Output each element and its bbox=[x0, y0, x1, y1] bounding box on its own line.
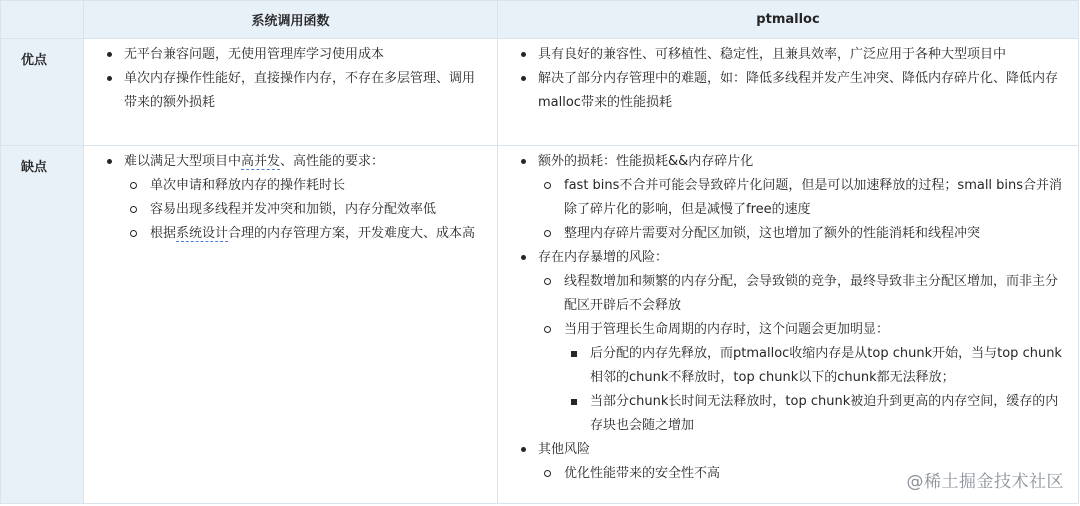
list-item bbox=[104, 150, 485, 246]
dashed-underline-term[interactable]: 系统设计 bbox=[176, 226, 229, 241]
sublist-item bbox=[128, 222, 485, 246]
sublist bbox=[128, 174, 485, 246]
sublist bbox=[542, 270, 1066, 438]
sublist-item: 线程数增加和频繁的内存分配，会导致锁的竞争，最终导致非主分配区增加，而非主分配区开辟后不会释放 bbox=[542, 270, 1066, 318]
list-item-text: 额外的损耗：性能损耗&&内存碎片化 bbox=[538, 154, 754, 169]
list-pros-ptmalloc bbox=[518, 43, 1066, 115]
list-item bbox=[518, 246, 1066, 438]
list-item: 具有良好的兼容性、可移植性、稳定性，且兼具效率，广泛应用于各种大型项目中 bbox=[518, 43, 1066, 67]
sublist-item: fast bins不合并可能会导致碎片化问题，但是可以加速释放的过程；small bins合并消除了碎片化的影响，但是减慢了free的速度 bbox=[542, 174, 1066, 222]
list-pros-syscall bbox=[104, 43, 485, 115]
subsublist-item: 后分配的内存先释放，而ptmalloc收缩内存是从top chunk开始，当与top chunk相邻的chunk不释放时，top chunk以下的chunk都无法释放； bbox=[568, 342, 1066, 390]
header-ptmalloc: ptmalloc bbox=[498, 1, 1079, 39]
header-syscall: 系统调用函数 bbox=[84, 1, 498, 39]
list-item: 单次内存操作性能好，直接操作内存，不存在多层管理、调用带来的额外损耗 bbox=[104, 67, 485, 115]
list-item-text: 当用于管理长生命周期的内存时，这个问题会更加明显： bbox=[564, 322, 890, 337]
sublist bbox=[542, 174, 1066, 246]
table-row-cons bbox=[1, 146, 1079, 504]
sublist-item: 优化性能带来的安全性不高 bbox=[542, 462, 1066, 486]
table-header-row bbox=[1, 1, 1079, 39]
subsublist bbox=[568, 342, 1066, 438]
row-label-pros: 优点 bbox=[1, 39, 84, 146]
list-cons-syscall bbox=[104, 150, 485, 246]
sublist-item bbox=[542, 318, 1066, 438]
watermark: @稀土掘金技术社区 bbox=[906, 472, 1064, 492]
cell-pros-ptmalloc bbox=[498, 39, 1079, 146]
table-row-pros bbox=[1, 39, 1079, 146]
row-label-cons: 缺点 bbox=[1, 146, 84, 504]
cell-cons-ptmalloc bbox=[498, 146, 1079, 504]
sublist-item: 容易出现多线程并发冲突和加锁，内存分配效率低 bbox=[128, 198, 485, 222]
list-cons-ptmalloc bbox=[518, 150, 1066, 486]
dashed-underline-term[interactable]: 高并发 bbox=[241, 154, 281, 169]
header-corner bbox=[1, 1, 84, 39]
list-item-text: 难以满足大型项目中 bbox=[124, 154, 242, 169]
sublist-item: 单次申请和释放内存的操作耗时长 bbox=[128, 174, 485, 198]
cell-pros-syscall bbox=[84, 39, 498, 146]
list-item-text: 合理的内存管理方案，开发难度大、成本高 bbox=[228, 226, 476, 241]
list-item-text: 根据 bbox=[150, 226, 177, 241]
cell-cons-syscall bbox=[84, 146, 498, 504]
subsublist-item: 当部分chunk长时间无法释放时，top chunk被迫升到更高的内存空间，缓存的内存块也会随之增加 bbox=[568, 390, 1066, 438]
list-item-text: 、高性能的要求： bbox=[280, 154, 385, 169]
list-item-text: 存在内存暴增的风险： bbox=[538, 250, 669, 265]
list-item bbox=[518, 150, 1066, 246]
sublist-item: 整理内存碎片需要对分配区加锁，这也增加了额外的性能消耗和线程冲突 bbox=[542, 222, 1066, 246]
list-item-text: 其他风险 bbox=[538, 442, 591, 457]
list-item: 解决了部分内存管理中的难题，如：降低多线程并发产生冲突、降低内存碎片化、降低内存malloc带来的性能损耗 bbox=[518, 67, 1066, 115]
list-item: 无平台兼容问题，无使用管理库学习使用成本 bbox=[104, 43, 485, 67]
